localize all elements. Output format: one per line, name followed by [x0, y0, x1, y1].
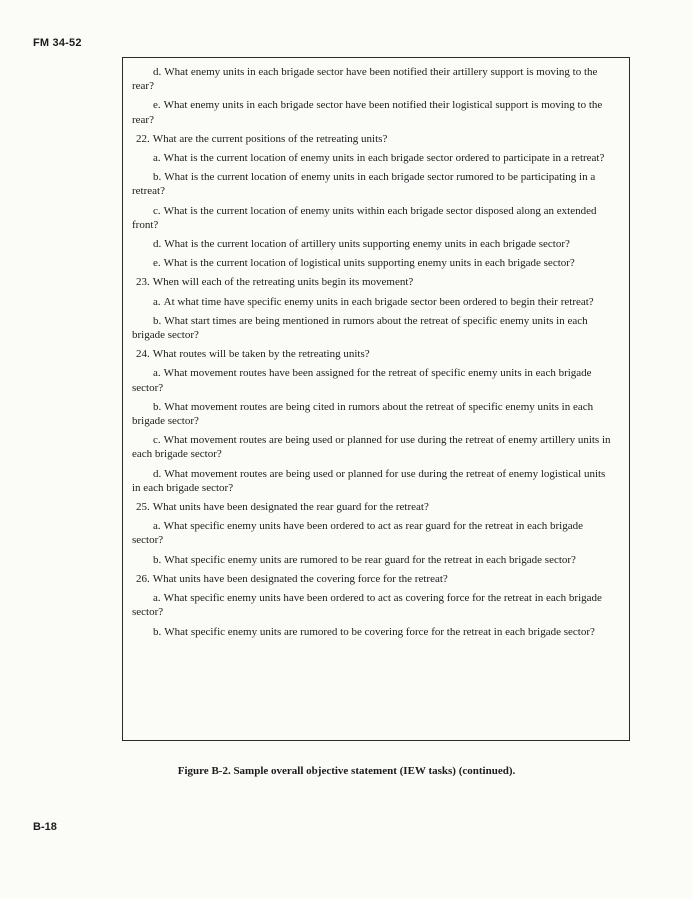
question-item — [132, 433, 616, 461]
item-text: What units have been designated the covering force for the retreat? — [152, 572, 448, 585]
question-item — [132, 467, 616, 495]
question-item — [132, 314, 616, 342]
item-label: 26. — [136, 572, 150, 585]
item-text: What is the current location of logistical units supporting enemy units in each brigade sector? — [163, 257, 575, 270]
item-label: b. — [153, 314, 162, 327]
item-text: What movement routes are being cited in rumors about the retreat of specific enemy units in each brigade sector? — [132, 400, 594, 428]
item-text: What is the current location of enemy units in each brigade sector ordered to participate in a retreat? — [163, 152, 605, 165]
question-item — [132, 98, 616, 126]
item-label: a. — [153, 520, 161, 533]
manual-number: FM 34-52 — [33, 37, 82, 49]
item-label: 22. — [136, 132, 150, 145]
question-item — [132, 400, 616, 428]
page-number: B-18 — [33, 821, 57, 833]
question-item — [132, 237, 616, 251]
item-label: c. — [153, 434, 161, 447]
item-text: What enemy units in each brigade sector have been notified their logistical support is moving to the rear? — [132, 99, 603, 126]
question-item — [132, 132, 616, 146]
item-text: What is the current location of enemy units within each brigade sector disposed along an extended front? — [132, 204, 597, 231]
question-item — [132, 500, 616, 514]
item-label: c. — [153, 204, 161, 217]
item-label: e. — [153, 99, 161, 112]
item-text: What is the current location of artillery units supporting enemy units in each brigade sector? — [164, 238, 570, 251]
item-text: At what time have specific enemy units in each brigade sector been ordered to begin their retreat? — [163, 295, 594, 308]
item-label: e. — [153, 257, 161, 270]
item-text: What specific enemy units have been ordered to act as rear guard for the retreat in each brigade sector? — [132, 520, 583, 547]
question-item — [132, 347, 616, 361]
question-item — [132, 519, 616, 547]
question-item — [132, 65, 616, 93]
figure-caption: Figure B-2. Sample overall objective statement (IEW tasks) (continued). — [177, 765, 516, 777]
item-text: What units have been designated the rear guard for the retreat? — [152, 501, 429, 514]
item-label: a. — [153, 152, 161, 165]
item-text: What are the current positions of the retreating units? — [152, 132, 388, 145]
item-text: What specific enemy units are rumored to be covering force for the retreat in each brigade sector? — [164, 625, 595, 638]
item-text: What movement routes are being used or planned for use during the retreat of enemy artillery units in each brigade sector? — [132, 434, 611, 461]
item-label: a. — [153, 367, 161, 380]
question-item — [132, 625, 616, 639]
question-item — [132, 204, 616, 232]
item-label: b. — [153, 171, 162, 184]
question-item — [132, 275, 616, 289]
figure-box — [122, 57, 630, 741]
item-label: a. — [153, 592, 161, 605]
item-label: b. — [153, 553, 162, 566]
question-item — [132, 170, 616, 198]
item-text: What start times are being mentioned in rumors about the retreat of specific enemy units in each brigade sector? — [132, 314, 588, 342]
item-text: What is the current location of enemy units in each brigade sector rumored to be participating in a retreat? — [132, 171, 596, 198]
item-text: When will each of the retreating units begin its movement? — [152, 276, 414, 289]
item-label: b. — [153, 625, 162, 638]
item-label: d. — [153, 467, 162, 480]
question-item — [132, 151, 616, 165]
item-label: b. — [153, 400, 162, 413]
item-text: What movement routes are being used or planned for use during the retreat of enemy logistical units in each brigade sector? — [132, 467, 606, 494]
question-item — [132, 553, 616, 567]
question-item — [132, 256, 616, 270]
item-text: What enemy units in each brigade sector have been notified their artillery support is moving to the rear? — [132, 66, 598, 93]
item-label: a. — [153, 295, 161, 308]
question-item — [132, 366, 616, 394]
item-text: What routes will be taken by the retreating units? — [152, 348, 370, 361]
question-item — [132, 591, 616, 619]
question-item — [132, 572, 616, 586]
item-label: d. — [153, 238, 162, 251]
item-label: d. — [153, 66, 162, 78]
item-label: 25. — [136, 501, 150, 514]
item-label: 24. — [136, 348, 150, 361]
item-text: What movement routes have been assigned for the retreat of specific enemy units in each brigade sector? — [132, 367, 592, 394]
item-text: What specific enemy units have been ordered to act as covering force for the retreat in each brigade sector? — [132, 592, 602, 619]
item-label: 23. — [136, 276, 150, 289]
item-text: What specific enemy units are rumored to be rear guard for the retreat in each brigade sector? — [164, 553, 576, 566]
question-item — [132, 295, 616, 309]
